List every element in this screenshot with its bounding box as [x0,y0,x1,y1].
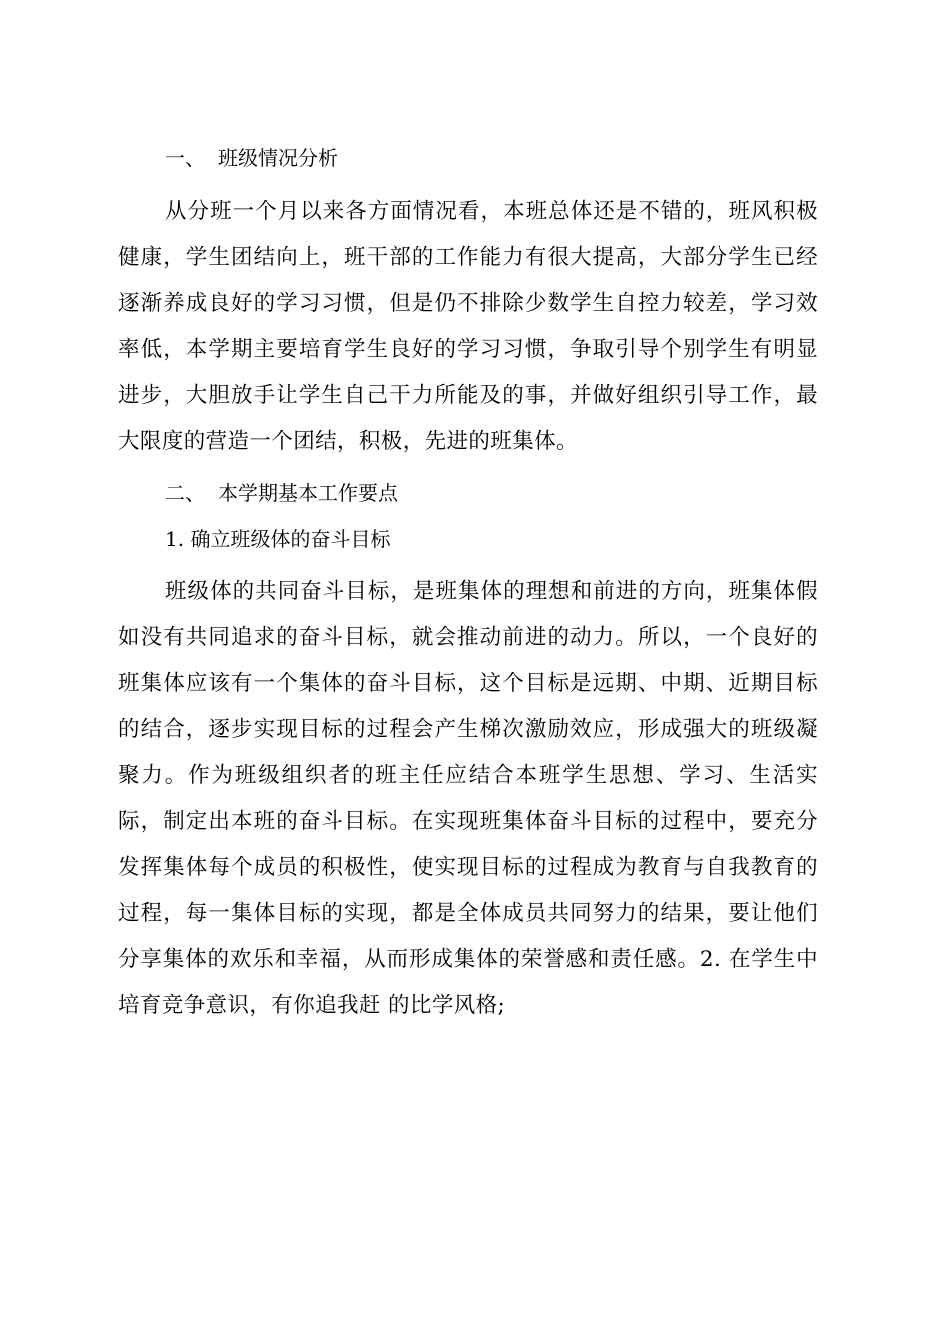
subsection-heading-1: 1. 确立班级体的奋斗目标 [165,527,391,551]
section-heading-2 [118,478,818,508]
document-body [118,143,818,1042]
paragraph-goals: 班级体的共同奋斗目标，是班集体的理想和前进的方向，班集体假如没有共同追求的奋斗目标，就会推动前进的动力。所以，一个良好的班集体应该有一个集体的奋斗目标，这个目标是远期、中期、近期目标的结合，逐步实现目标的过程会产生梯次激励效应，形成强大的班级凝聚力。作为班级组织者的班主任应结合本班学生思想、学习、生活实际，制定出本班的奋斗目标。在实现班集体奋斗目标的过程中，要充分发挥集体每个成员的积极性，使实现目标的过程成为教育与自我教育的过程，每一集体目标的实现，都是全体成员共同努力的结果，要让他们分享集体的欢乐和幸福，从而形成集体的荣誉感和责任感。2. 在学生中培育竞争意识，有你追我赶 的比学风格; [118,579,818,1018]
paragraph-class-analysis: 从分班一个月以来各方面情况看，本班总体还是不错的，班风积极健康，学生团结向上，班干部的工作能力有很大提高，大部分学生已经逐渐养成良好的学习习惯，但是仍不排除少数学生自控力较差，学习效率低，本学期主要培育学生良好的学习习惯，争取引导个别学生有明显进步，大胆放手让学生自己干力所能及的事，并做好组织引导工作，最大限度的营造一个团结，积极，先进的班集体。 [118,199,818,454]
section-title-2: 本学期基本工作要点 [218,481,398,505]
section-heading-1 [118,143,818,173]
section-title-1: 班级情况分析 [218,146,338,170]
section-number-2: 二、 [165,481,205,505]
section-number-1: 一、 [165,146,205,170]
